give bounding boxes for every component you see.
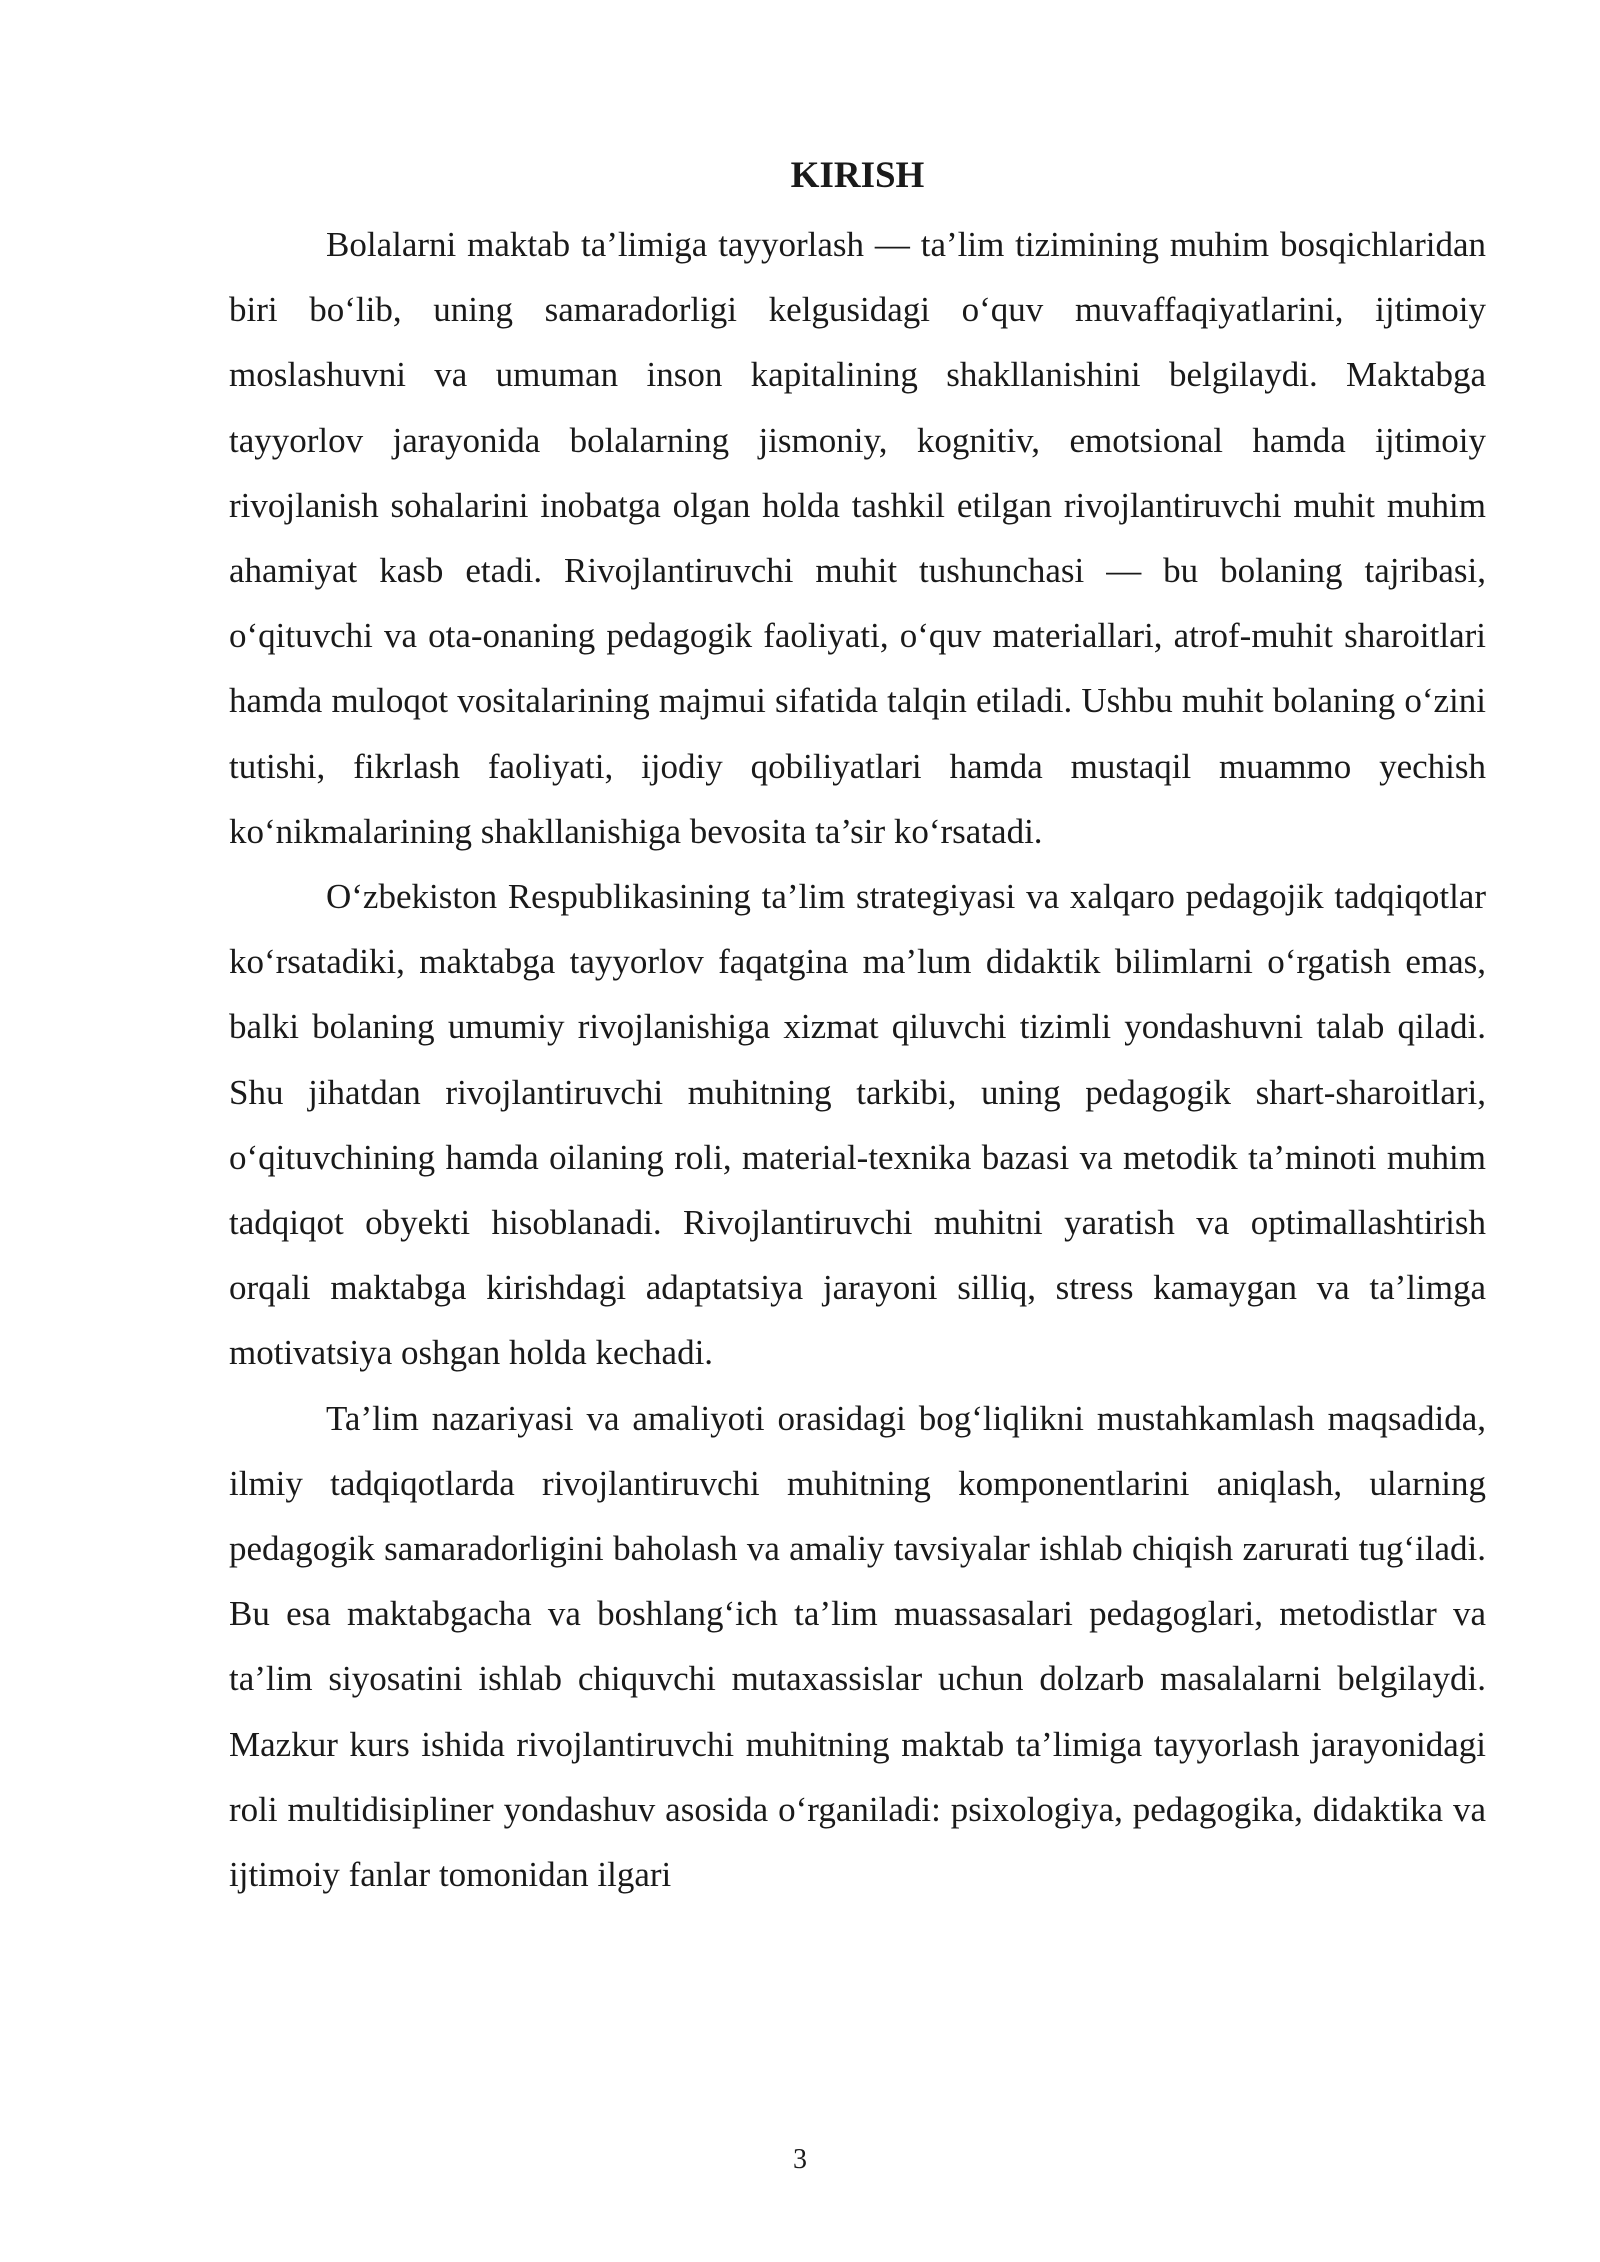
paragraph-2: O‘zbekiston Respublikasining ta’lim strategiyasi va xalqaro pedagojik tadqiqotlar ko‘rsatadiki, maktabga tayyorlov faqatgina ma’lum didaktik bilimlarni o‘rgatish emas, balki bolaning umumiy rivojlanishiga xizmat qiluvchi tizimli yondashuvni talab qiladi. Shu jihatdan rivojlantiruvchi muhitning tarkibi, uning pedagogik shart-sharoitlari, o‘qituvchining hamda oilaning roli, material-texnika bazasi va metodik ta’minoti muhim tadqiqot obyekti hisoblanadi. Rivojlantiruvchi muhitni yaratish va optimallashtirish orqali maktabga kirishdagi adaptatsiya jarayoni silliq, stress kamaygan va ta’limga motivatsiya oshgan holda kechadi. bbox=[229, 877, 1486, 1373]
page-number: 3 bbox=[793, 2144, 807, 2175]
document-page bbox=[229, 140, 1486, 1907]
paragraph-1: Bolalarni maktab ta’limiga tayyorlash — ta’lim tizimining muhim bosqichlaridan biri bo‘lib, uning samaradorligi kelgusidagi o‘quv muvaffaqiyatlarini, ijtimoiy moslashuvni va umuman inson kapitalining shakllanishini belgilaydi. Maktabga tayyorlov jarayonida bolalarning jismoniy, kognitiv, emotsional hamda ijtimoiy rivojlanish sohalarini inobatga olgan holda tashkil etilgan rivojlantiruvchi muhit muhim ahamiyat kasb etadi. Rivojlantiruvchi muhit tushunchasi — bu bolaning tajribasi, o‘qituvchi va ota-onaning pedagogik faoliyati, o‘quv materiallari, atrof-muhit sharoitlari hamda muloqot vositalarining majmui sifatida talqin etiladi. Ushbu muhit bolaning o‘zini tutishi, fikrlash faoliyati, ijodiy qobiliyatlari hamda mustaqil muammo yechish ko‘nikmalarining shakllanishiga bevosita ta’sir ko‘rsatadi. bbox=[229, 225, 1486, 851]
paragraph-3: Ta’lim nazariyasi va amaliyoti orasidagi bog‘liqlikni mustahkamlash maqsadida, ilmiy tadqiqotlarda rivojlantiruvchi muhitning komponentlarini aniqlash, ularning pedagogik samaradorligini baholash va amaliy tavsiyalar ishlab chiqish zarurati tug‘iladi. Bu esa maktabgacha va boshlang‘ich ta’lim muassasalari pedagoglari, metodistlar va ta’lim siyosatini ishlab chiquvchi mutaxassislar uchun dolzarb masalalarni belgilaydi. Mazkur kurs ishida rivojlantiruvchi muhitning maktab ta’limiga tayyorlash jarayonidagi roli multidisipliner yondashuv asosida o‘rganiladi: psixologiya, pedagogika, didaktika va ijtimoiy fanlar tomonidan ilgari bbox=[229, 1398, 1486, 1895]
section-heading: KIRISH bbox=[790, 155, 925, 196]
